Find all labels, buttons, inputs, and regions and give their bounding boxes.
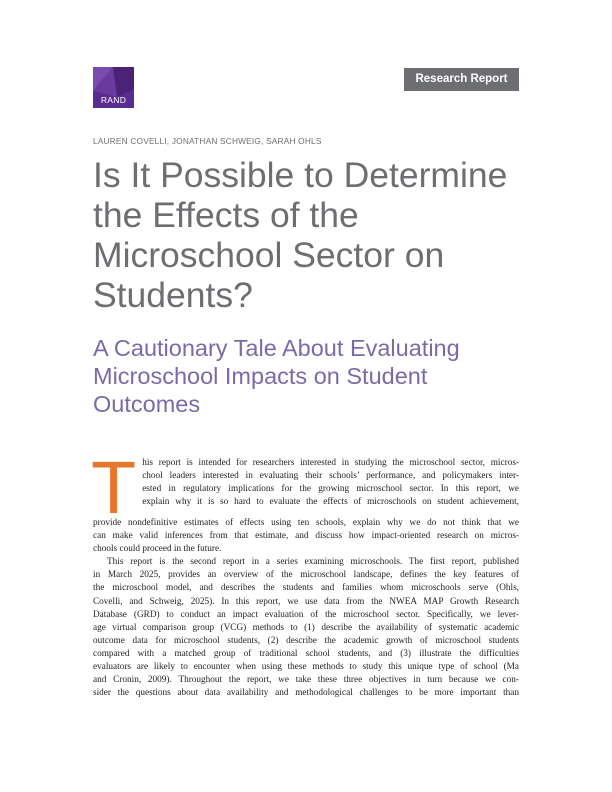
rand-logo — [93, 67, 134, 108]
paragraph-2 — [93, 556, 519, 700]
text-line: sider the questions about data availability and methodological challenges to be more important than — [93, 688, 519, 699]
text-line: provide nondefinitive estimates of effects using ten schools, explain why we do not think that we — [93, 518, 519, 528]
text-line: chools could proceed in the future. — [93, 544, 222, 555]
text-line: can make valid inferences from that estimate, and discuss how impact-oriented research on micros- — [93, 531, 519, 542]
text-line: compared with a matched group of traditional school students, and (3) illustrate the difficulties — [93, 648, 519, 659]
text-line: and Cronin, 2009). Throughout the report, we take these three objectives in turn because we con- — [93, 675, 519, 686]
text-line: evaluators are likely to encounter when using these methods to study this unique type of school (Ma — [93, 662, 519, 673]
drop-cap: T — [91, 446, 137, 529]
text-line: Database (GRD) to conduct an impact evaluation of the microschool sector. Specifically, we lever- — [93, 609, 519, 620]
logo-text: RAND — [100, 95, 127, 105]
report-title: Is It Possible to Determine the Effects of the Microschool Sector on Students? — [93, 155, 508, 315]
text-line: explain why it is so hard to evaluate the effects of microschools on student achievement, — [142, 497, 519, 508]
text-line: in March 2025, provides an overview of the microschool landscape, defines the key features of — [93, 570, 519, 581]
paragraph-1 — [91, 446, 519, 556]
text-line: This report is the second report in a series examining microschools. The first report, published — [107, 557, 519, 568]
text-line: outcome data for microschool students, (2) describe the academic growth of microschool students — [93, 635, 519, 646]
authors: LAUREN COVELLI, JONATHAN SCHWEIG, SARAH OHLS — [93, 136, 322, 146]
report-body — [91, 446, 519, 700]
text-line: the microschool model, and describes the students and families whom microschools serve (Ohls, — [93, 583, 519, 594]
text-line: age virtual comparison group (VCG) methods to (1) describe the availability of systematic academic — [93, 622, 519, 633]
report-subtitle: A Cautionary Tale About Evaluating Microschool Impacts on Student Outcomes — [93, 335, 460, 417]
text-line: chool leaders interested in evaluating their schools’ performance, and policymakers inter- — [142, 471, 519, 482]
report-type-badge: Research Report — [404, 68, 519, 91]
text-line: his report is intended for researchers interested in studying the microschool sector, micros- — [142, 458, 519, 468]
text-line: ested in regulatory implications for the growing microschool sector. In this report, we — [142, 484, 519, 495]
text-line: Covelli, and Schweig, 2025). In this report, we use data from the NWEA MAP Growth Research — [93, 596, 519, 607]
